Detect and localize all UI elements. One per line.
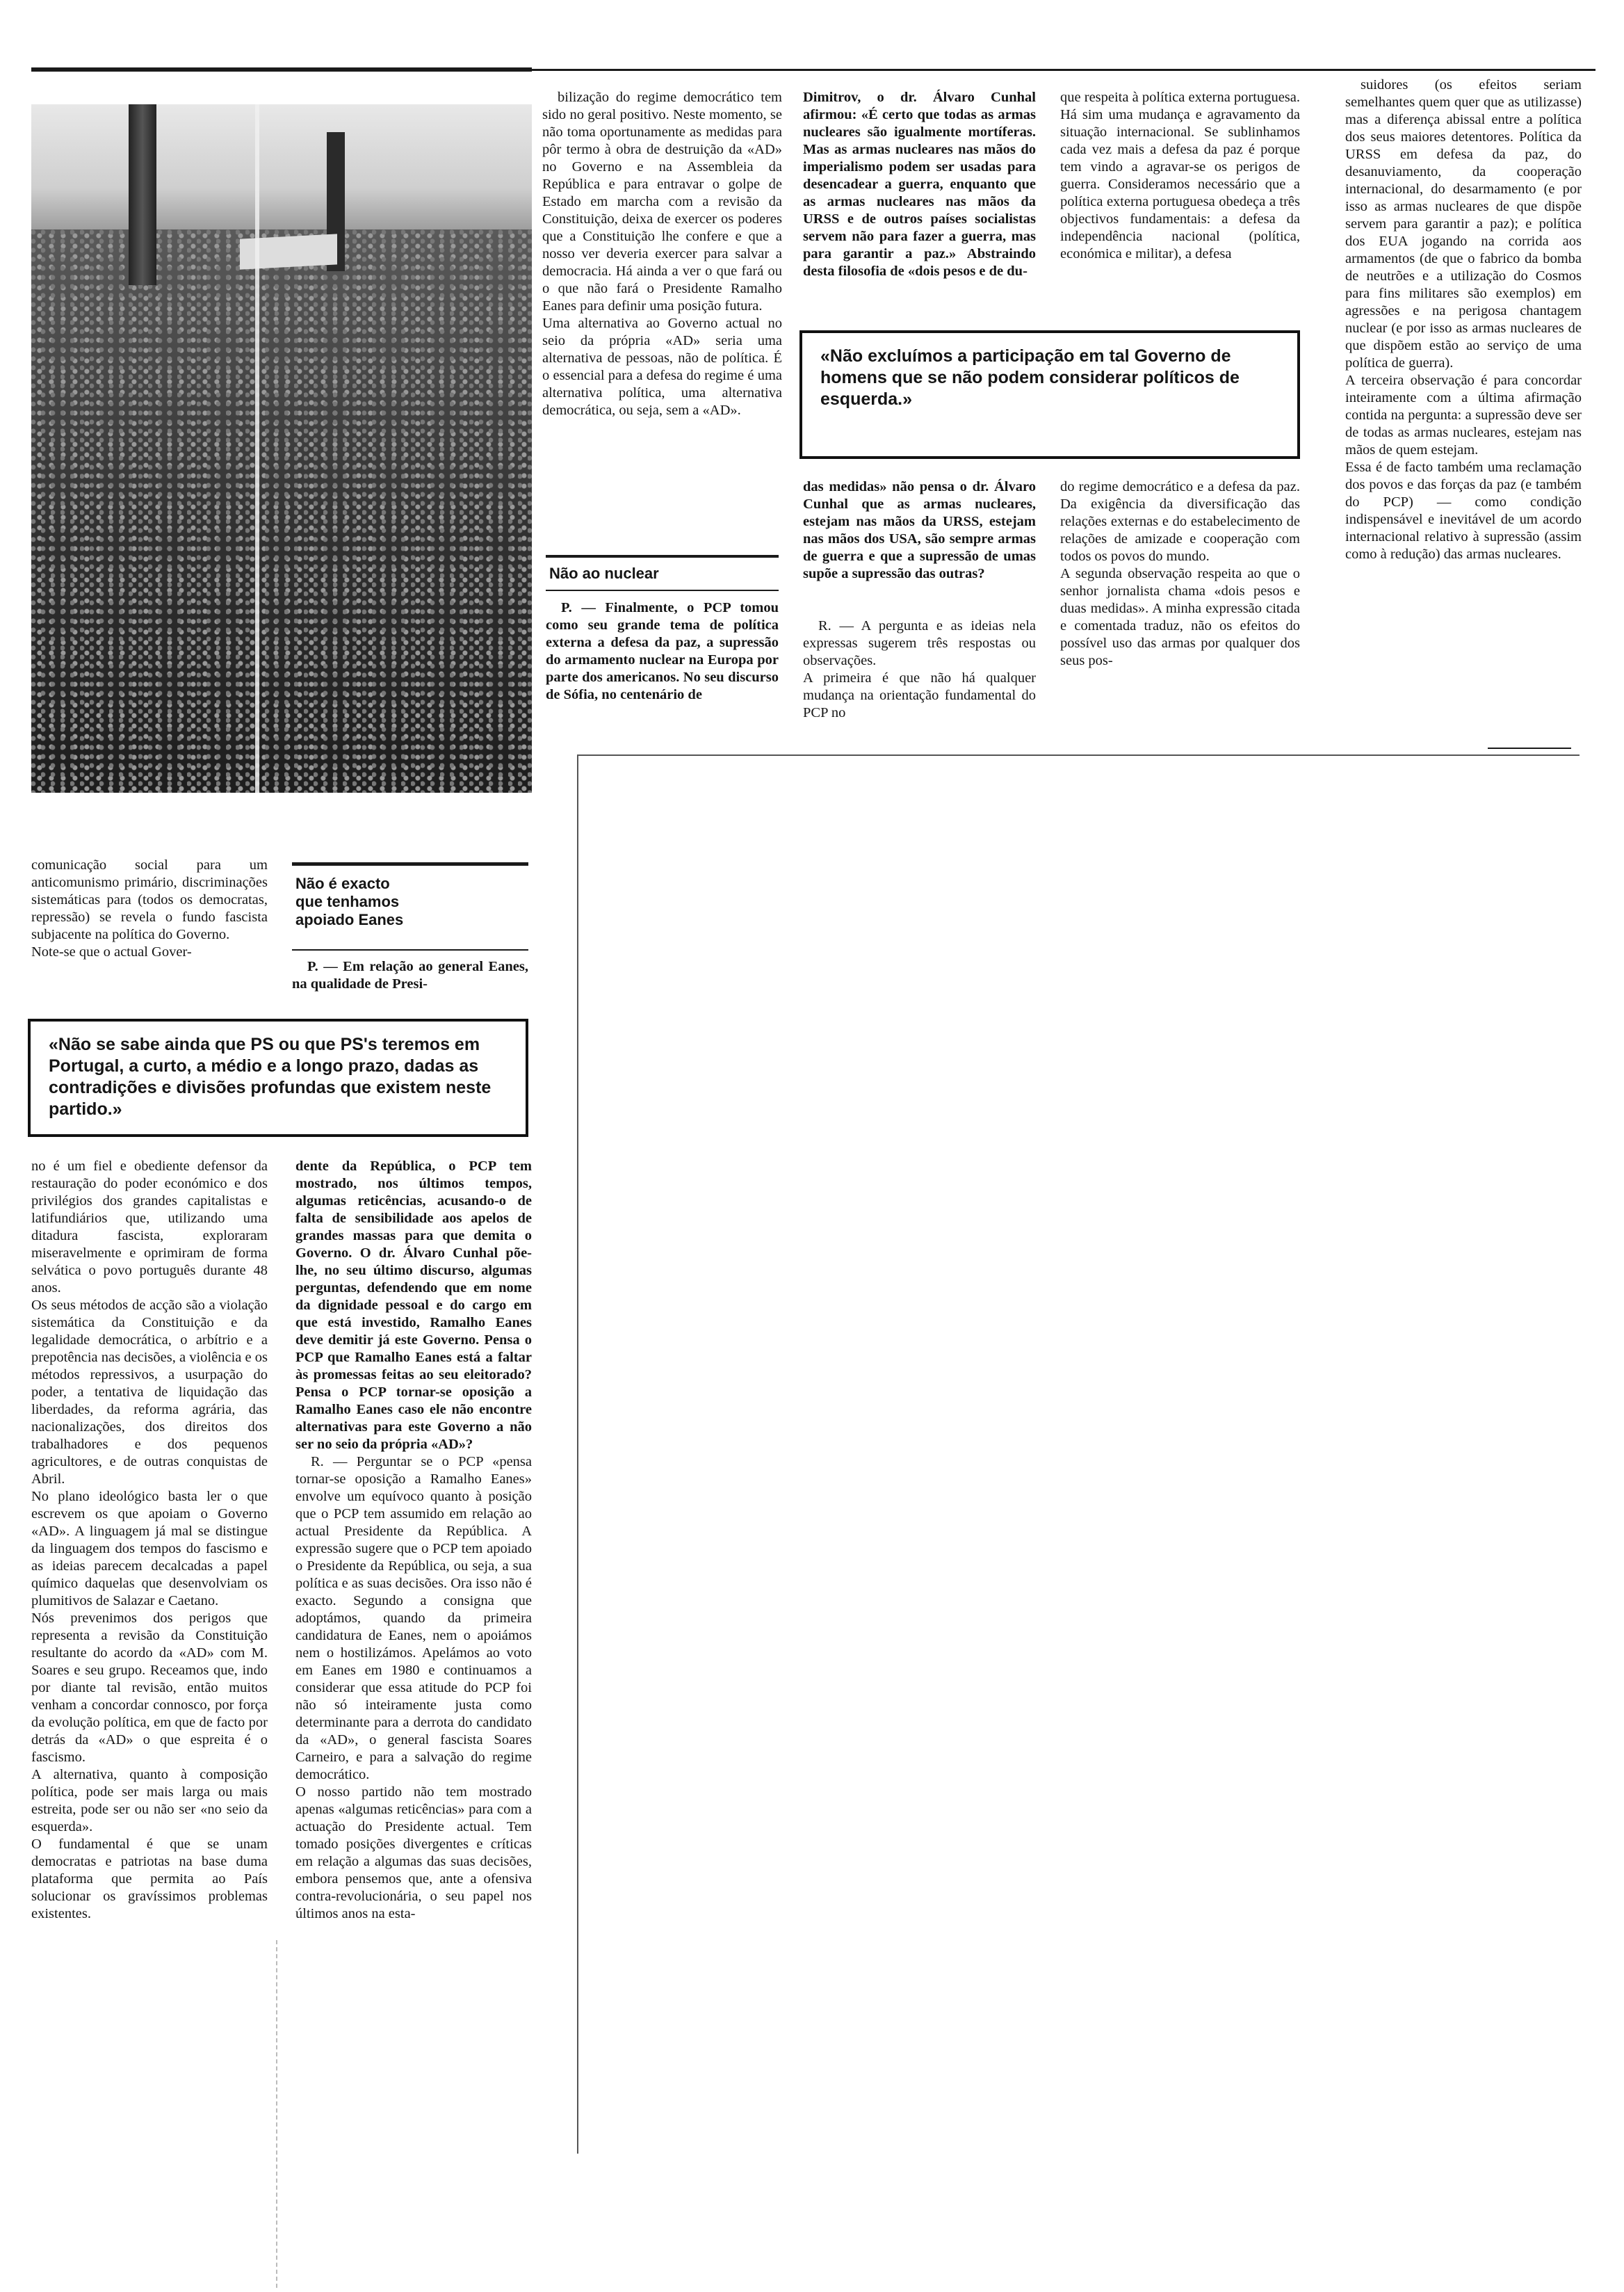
col-e-text: que respeita à política externa portuguesa. Há sim uma mudança e agravamento da situação internacional. Se sublinhamos cada vez mais a defesa da paz é porque tem vindo a agravar-se os perigos de guerra. Consideramos necessário que a política externa portuguesa obedeça a três objectivos fundamentais: a defesa da independência nacional (política, económica e militar), a defesa (1060, 90, 1300, 261)
column-a (31, 857, 268, 961)
col-b-heading-rule (292, 862, 528, 866)
quote-box-upper (799, 330, 1300, 459)
col-b-question (292, 958, 528, 993)
column-f (1345, 76, 1582, 563)
col-c-heading-rule (546, 555, 779, 558)
quote-upper-text: «Não excluímos a participação em tal Governo de homens que se não podem considerar políticos de esquerda.» (820, 346, 1240, 409)
fold-line (276, 1940, 277, 2288)
photo-sky (31, 104, 532, 243)
top-rule-left (31, 67, 532, 72)
column-e (1060, 89, 1300, 263)
col-b-heading-rule-bottom (292, 949, 528, 951)
col-a-lower-text: no é um fiel e obediente defensor da restauração do poder económico e dos privilégios dos grandes capitalistas e latifundiários que, utilizando uma ditadura fascista, exploraram miseravelmente e oprimiram de forma selvática o povo português durante 48 anos. Os seus métodos de acção são a violação sistemática da Constituição e da legalidade democrática, o arbítrio e a prepotência nas decisões, a violência e os métodos repressivos, a usurpação do poder, a tentativa de liquidação das liberdades, da reforma agrária, das nacionalizações, dos direitos dos trabalhadores e dos pequenos agricultores, e de outras conquistas de Abril. No plano ideológico basta ler o que escrevem os que apoiam o Governo «AD». A linguagem já mal se distingue da linguagem dos tempos do fascismo e as ideias parecem decalcadas a papel químico daquelas que desenvolviam os plumitivos de Salazar e Caetano. Nós prevenimos dos perigos que representa a revisão da Constituição resultante do acordo da «AD» com M. Soares e seu grupo. Receamos que, indo por diante tal revisão, então muitos venham a concordar connosco, por força da evolução política, em que de facto por detrás da «AD» o que espreita é o fascismo. A alternativa, quanto à composição política, pode ser mais larga ou mais estreita, pode ser ou não ser «no seio da esquerda». O fundamental é que se unam democratas e patriotas na base duma plataforma que permita ao País solucionar os gravíssimos problemas existentes. (31, 1159, 268, 1921)
col-c-question-text: P. — Finalmente, o PCP tomou como seu grande tema de política externa a defesa da paz, a supressão do armamento nuclear na Europa por parte dos americanos. No seu discurso de Sófia, no centenário de (546, 600, 779, 702)
top-rule-right (532, 69, 1595, 71)
photo-banner (240, 234, 337, 269)
column-c (542, 89, 782, 419)
photo-crowd (31, 229, 532, 793)
column-d-answer (803, 618, 1036, 722)
col-a-text: comunicação social para um anticomunismo primário, discriminações sistemáticas para (todos os democratas, repressão) se revela o fundo fascista subjacente na política do Governo. Note-se que o actual Gover- (31, 857, 268, 960)
col-b-question-text: P. — Em relação ao general Eanes, na qualidade de Presi- (292, 959, 528, 992)
col-e-after: do regime democrático e a defesa da paz. Da exigência da diversificação das relações externas e do estabelecimento de relações de amizade e cooperação com todos os povos do mundo. A segunda observação respeita ao que o senhor jornalista chama «dois pesos e duas medidas». A minha expressão citada e comentada traduz, não os efeitos do possível uso das armas por qualquer dos seus pos- (1060, 479, 1300, 668)
crowd-photo (31, 104, 532, 793)
blank-area-frame (577, 754, 1580, 2154)
col-d-answer: R. — A pergunta e as ideias nela expressas sugerem três respostas ou observações. A primeira é que não há qualquer mudança na orientação fundamental do PCP no (803, 618, 1036, 720)
col-c-heading-rule-bottom (546, 590, 779, 591)
photo-crease (255, 104, 259, 793)
col-c-question (546, 599, 779, 704)
col-c-heading: Não ao nuclear (549, 565, 659, 582)
col-f-text: suidores (os efeitos seriam semelhantes quem quer que as utilizasse) mas a diferença abissal entre a política dos seus maiores detentores. Política da URSS em defesa da paz, do desanuviamento, da cooperação internacional, do desarmamento (e por isso as armas nucleares de que dispõe servem para garantir a paz); e política dos EUA jogando na corrida aos armamentos (de que o fabrico da bomba de neutrões e a utilização do Cosmos para fins militares são exemplos) em agressões e na perigosa chantagem nuclear (e por isso as armas nucleares de que dispõem estão ao serviço de uma política de guerra). A terceira observação é para concordar inteiramente com a última afirmação contida na pergunta: a supressão deve ser de todas as armas nucleares, estejam nas mãos de quem estejam. Essa é de facto também uma reclamação dos povos e das forças da paz (e também do PCP) — como condição indispensável e inevitável de um acordo internacional relativo à supressão (assim como à redução) das armas nucleares. (1345, 77, 1582, 562)
column-d-after (803, 478, 1036, 583)
column-e-after (1060, 478, 1300, 670)
col-d-question: Dimitrov, o dr. Álvaro Cunhal afirmou: «É certo que todas as armas nucleares são igualmente mortíferas. Mas as armas nucleares nas mãos do imperialismo podem ser usadas para desencadear a guerra, enquanto que as armas nucleares nas mãos da URSS e de outros países socialistas servem não para fazer a guerra, mas para garantir a paz.» Abstraindo desta filosofia de «dois pesos e de du- (803, 90, 1036, 279)
col-b-heading: Não é exacto que tenhamos apoiado Eanes (295, 875, 404, 928)
column-a-lower (31, 1158, 268, 1923)
column-d (803, 89, 1036, 280)
column-b-lower (295, 1158, 532, 1923)
col-b-answer: R. — Perguntar se o PCP «pensa tornar-se oposição a Ramalho Eanes» envolve um equívoco quanto à posição que o PCP tem assumido em relação ao actual Presidente da República. A expressão sugere que o PCP tem apoiado o Presidente da República, ou seja, a sua política e as suas decisões. Ora isso não é exacto. Segundo a consigna que adoptámos, quando da primeira candidatura de Eanes, nem o apoiámos nem o hostilizámos. Apelámos ao voto em Eanes em 1980 e continuamos a considerar que essa atitude do PCP foi não só inteiramente justa como determinante para a derrota do candidato da «AD», o general fascista Soares Carneiro, e para a salvação do regime democrático. O nosso partido não tem mostrado apenas «algumas reticências» para com a actuação do Presidente actual. Tem tomado posições divergentes e críticas em relação a algumas das suas decisões, embora pensemos que, ante a ofensiva contra-revolucionária, o seu papel nos últimos anos na esta- (295, 1454, 532, 1921)
col-b-question-cont: dente da República, o PCP tem mostrado, nos últimos tempos, algumas reticências, acusando-o de falta de sensibilidade aos apelos de grandes massas para que demita o Governo. O dr. Álvaro Cunhal põe-lhe, no seu último discurso, algumas perguntas, defendendo que em nome da dignidade pessoal e do cargo em que está investido, Ramalho Eanes deve demitir já este Governo. Pensa o PCP que Ramalho Eanes está a faltar às promessas feitas ao seu eleitorado? Pensa o PCP tornar-se oposição a Ramalho Eanes caso ele não encontre alternativas para este Governo a não ser no seio da própria «AD»? (295, 1159, 532, 1452)
col-c-text: bilização do regime democrático tem sido no geral positivo. Neste momento, se não toma oportunamente as medidas para pôr termo à obra de destruição da «AD» no Governo e na Assembleia da República e para entravar o golpe de Estado em marcha com a revisão da Constituição, deixa de exercer os poderes que a Constituição lhe confere e que a nosso ver deveria exercer para salvar a democracia. Há ainda a ver o que fará ou o que não fará o Presidente Ramalho Eanes para definir uma posição futura. Uma alternativa ao Governo actual no seio da própria «AD» seria uma alternativa de pessoas, não de política. É o essencial para a defesa do regime é uma alternativa política, uma alternativa democrática, ou seja, sem a «AD». (542, 90, 782, 418)
quote-box-lower (28, 1019, 528, 1137)
col-f-end-rule (1488, 748, 1571, 749)
photo-pole (129, 104, 156, 285)
col-d-after: das medidas» não pensa o dr. Álvaro Cunhal que as armas nucleares, estejam nas mãos da URSS, estejam nas mãos dos USA, são sempre armas de guerra e que a supressão de umas supõe a supressão das outras? (803, 479, 1036, 581)
quote-lower-text: «Não se sabe ainda que PS ou que PS's teremos em Portugal, a curto, a médio e a longo prazo, dadas as contradições e divisões profundas que existem neste partido.» (49, 1035, 492, 1119)
